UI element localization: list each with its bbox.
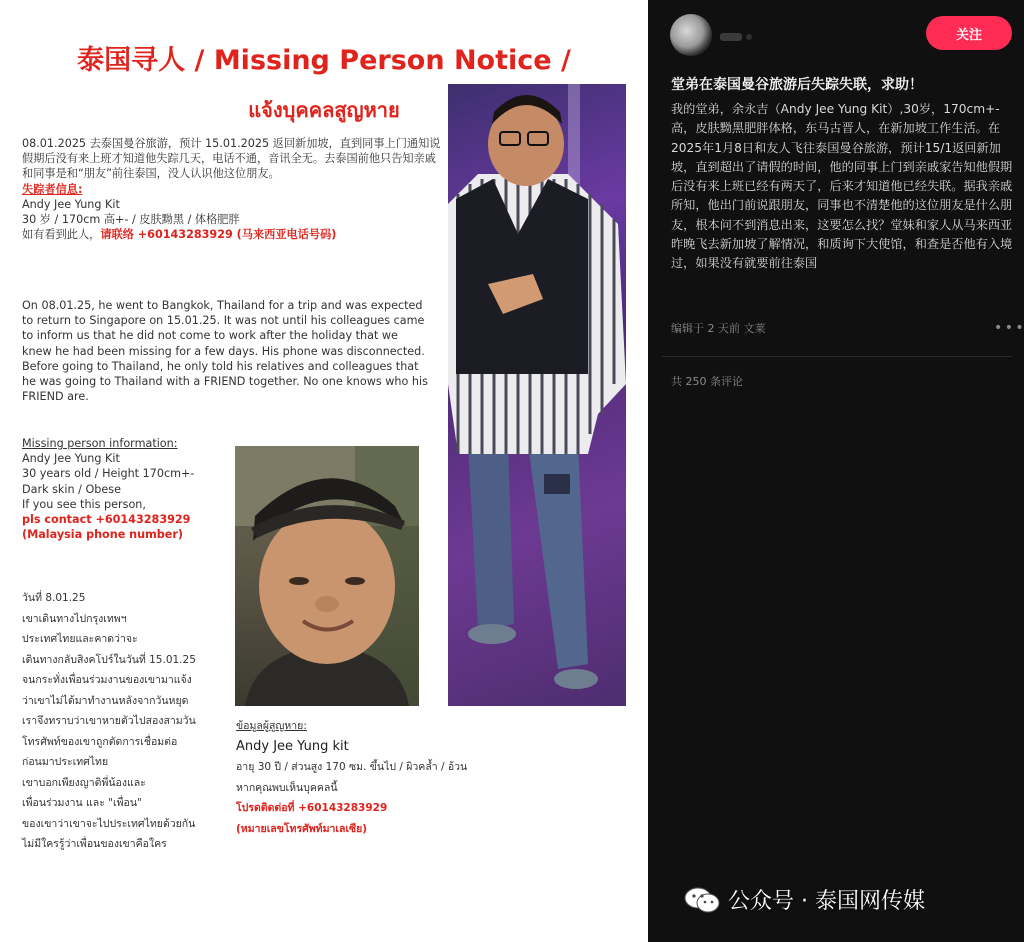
thai-line: เพื่อนร่วมงาน และ "เพื่อน": [22, 797, 142, 809]
full-body-photo: [448, 84, 626, 706]
poster-title: 泰国寻人 / Missing Person Notice /: [77, 45, 571, 76]
poster-title-thai: แจ้งบุคคลสูญหาย: [248, 98, 400, 122]
cn-paragraph: 08.01.2025 去泰国曼谷旅游，预计 15.01.2025 返回新加坡，直到同事上门通知说假期后没有来上班才知道他失踪几天，电话不通，音讯全无。去泰国前他只告知亲戚和同事是和“朋友”前往泰国，没人认识他这位朋友。: [22, 137, 441, 181]
avatar[interactable]: [670, 14, 712, 56]
thai-line: ของเขาว่าเขาจะไปประเทศไทยด้วยกัน: [22, 817, 196, 830]
thai-line: เขาเดินทางไปกรุงเทพฯ: [22, 612, 127, 625]
thai-stats: อายุ 30 ปี / ส่วนสูง 170 ซม. ขึ้นไป / ผิวคล้ำ / อ้วน: [236, 761, 468, 773]
watermark-text: 公众号 · 泰国网传媒: [728, 889, 925, 914]
en-contact: pls contact +60143283929: [22, 513, 191, 527]
username-blurred[interactable]: [720, 28, 780, 40]
thai-line: ไม่มีใครรู้ว่าเพื่อนของเขาคือใคร: [22, 838, 167, 850]
thai-line: โทรศัพท์ของเขาถูกตัดการเชื่อมต่อ: [22, 735, 178, 748]
follow-button[interactable]: 关注: [926, 16, 1012, 50]
en-paragraph: On 08.01.25, he went to Bangkok, Thailand for a trip and was expected to return to Singapore on 15.01.25. It was not until his colleagues came to inform us that he did not come to work after the holiday that we knew he had been missing for a few days. His phone was disconnected. Before going to Thailand, he only told his relatives and colleagues that he was going to Thailand with a FRIEND together. No one knows who his FRIEND are.: [22, 299, 428, 404]
thai-name: Andy Jee Yung kit: [236, 738, 349, 754]
watermark: [684, 884, 925, 915]
face-photo-illustration: [235, 446, 419, 706]
more-options-icon[interactable]: • • •: [994, 320, 1023, 336]
en-skin: Dark skin / Obese: [22, 482, 121, 496]
full-body-photo-illustration: [448, 84, 626, 706]
thai-line: เดินทางกลับสิงคโปร์ในวันที่ 15.01.25: [22, 653, 196, 666]
post-meta: 编辑于 2 天前 文莱: [671, 322, 766, 335]
en-contact-note: (Malaysia phone number): [22, 528, 183, 542]
en-see: If you see this person,: [22, 497, 146, 511]
divider: [662, 356, 1012, 357]
thai-line: วันที่ 8.01.25: [22, 592, 86, 604]
cn-contact: 请联络 +60143283929 (马来西亚电话号码): [100, 228, 337, 242]
wechat-icon: [684, 886, 720, 914]
thai-line: เราจึงทราบว่าเขาหายตัวไปสองสามวัน: [22, 715, 196, 727]
face-close-up-photo: [235, 446, 419, 706]
blurred-username-shape: [720, 31, 780, 43]
cn-name: Andy Jee Yung Kit: [22, 197, 120, 211]
thai-line: เขาบอกเพียงญาติพี่น้องและ: [22, 776, 146, 789]
post-body: 我的堂弟，余永吉（Andy Jee Yung Kit）,30岁，170cm+- 高，皮肤黝黑肥胖体格，东马古晋人，在新加坡工作生活。在2025年1月8日和友人飞往泰国曼谷旅游，预计15/1返回新加坡，直到超出了请假的时间，他的同事上门到亲戚家告知他假期后没有来上班已经有两天了，后来才知道他已经失联。据我亲戚所知，他出门前说跟朋友，同事也不清楚他的这位朋友是什么朋友，根本问不到消息出来，这要怎么找？堂妹和家人从马来西亚昨晚飞去新加坡了解情况，和质询下大使馆，和查是否他有入境过，如果没有就要前往泰国: [671, 102, 1013, 271]
thai-info-heading: ข้อมูลผู้สูญหาย:: [236, 720, 307, 732]
poster-thai-text: [22, 588, 230, 855]
comment-count[interactable]: 共 250 条评论: [671, 375, 743, 388]
cn-contact-line: [22, 227, 442, 242]
thai-see: หากคุณพบเห็นบุคคลนี้: [236, 781, 338, 794]
thai-line: ว่าเขาไม่ได้มาทำงานหลังจากวันหยุด: [22, 694, 189, 707]
cn-contact-prefix: 如有看到此人，: [22, 228, 101, 242]
thai-contact: โปรดติดต่อที่ +60143283929: [236, 802, 388, 814]
thai-contact-note: (หมายเลขโทรศัพท์มาเลเซีย): [236, 822, 368, 835]
poster-english-info: [22, 436, 222, 542]
thai-line: จนกระทั่งเพื่อนร่วมงานของเขามาแจ้ง: [22, 674, 192, 686]
post-title: 堂弟在泰国曼谷旅游后失踪失联，求助！: [671, 77, 923, 93]
cn-info-heading: 失踪者信息:: [22, 182, 83, 196]
en-info-heading: Missing person information:: [22, 437, 178, 450]
cn-stats: 30 岁 / 170cm 高+- / 皮肤黝黑 / 体格肥胖: [22, 213, 240, 227]
thai-line: ก่อนมาประเทศไทย: [22, 756, 109, 768]
en-age-height: 30 years old / Height 170cm+-: [22, 467, 195, 481]
thai-line: ประเทศไทยและคาดว่าจะ: [22, 633, 138, 645]
en-name: Andy Jee Yung Kit: [22, 452, 120, 466]
poster-thai-info: [236, 716, 511, 839]
poster-chinese-text: [22, 136, 442, 242]
